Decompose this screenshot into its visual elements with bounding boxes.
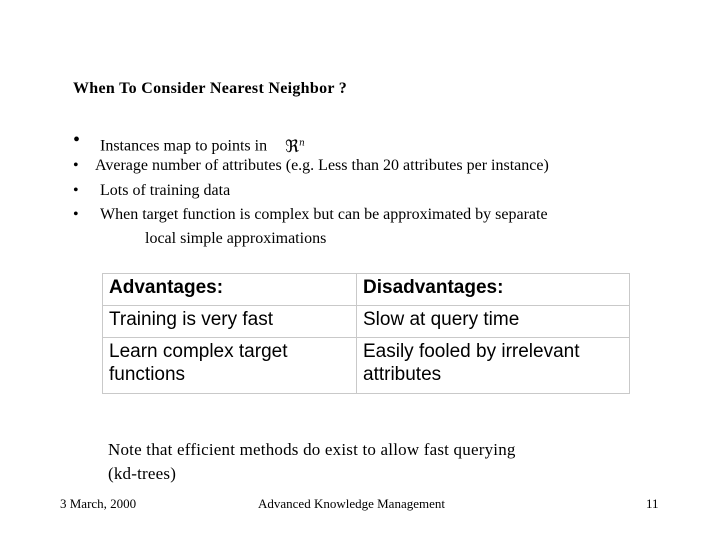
bullet-item <box>73 203 693 227</box>
header-advantages: Advantages: <box>103 274 357 306</box>
table-cell: Learn complex target functions <box>103 338 357 394</box>
table-cell: Training is very fast <box>103 306 357 338</box>
note-line: (kd-trees) <box>108 464 177 483</box>
table-row <box>103 338 630 394</box>
note-line: Note that efficient methods do exist to allow fast querying <box>108 440 516 459</box>
table-cell: Easily fooled by irrelevant attributes <box>357 338 630 394</box>
bullet-text: Instances map to points in <box>100 137 268 155</box>
footer-date: 3 March, 2000 <box>60 496 137 511</box>
table-row <box>103 306 630 338</box>
comparison-table <box>102 273 630 394</box>
bullet-item <box>73 129 693 157</box>
bullet-icon: • <box>73 206 79 223</box>
bullet-icon: • <box>73 182 79 199</box>
table-cell: Slow at query time <box>357 306 630 338</box>
bullet-continuation-text: local simple approximations <box>145 230 327 247</box>
bullet-item <box>73 154 693 178</box>
note-text <box>108 438 516 486</box>
bullet-text: Lots of training data <box>100 182 231 199</box>
slide-title: When To Consider Nearest Neighbor ? <box>73 80 348 97</box>
bullet-text: When target function is complex but can be approximated by separate <box>100 206 548 223</box>
bullet-text: Average number of attributes (e.g. Less than 20 attributes per instance) <box>95 157 549 174</box>
table-header-row <box>103 274 630 306</box>
bullet-item <box>73 179 693 203</box>
bullet-continuation <box>73 227 693 251</box>
real-space-symbol: ℜ$^n$ <box>285 136 305 157</box>
header-disadvantages: Disadvantages: <box>357 274 630 306</box>
footer-course: Advanced Knowledge Management <box>258 496 445 511</box>
bullet-icon: • <box>73 157 79 174</box>
footer-page-number: 11 <box>646 496 659 511</box>
bullet-icon: • <box>73 129 81 151</box>
